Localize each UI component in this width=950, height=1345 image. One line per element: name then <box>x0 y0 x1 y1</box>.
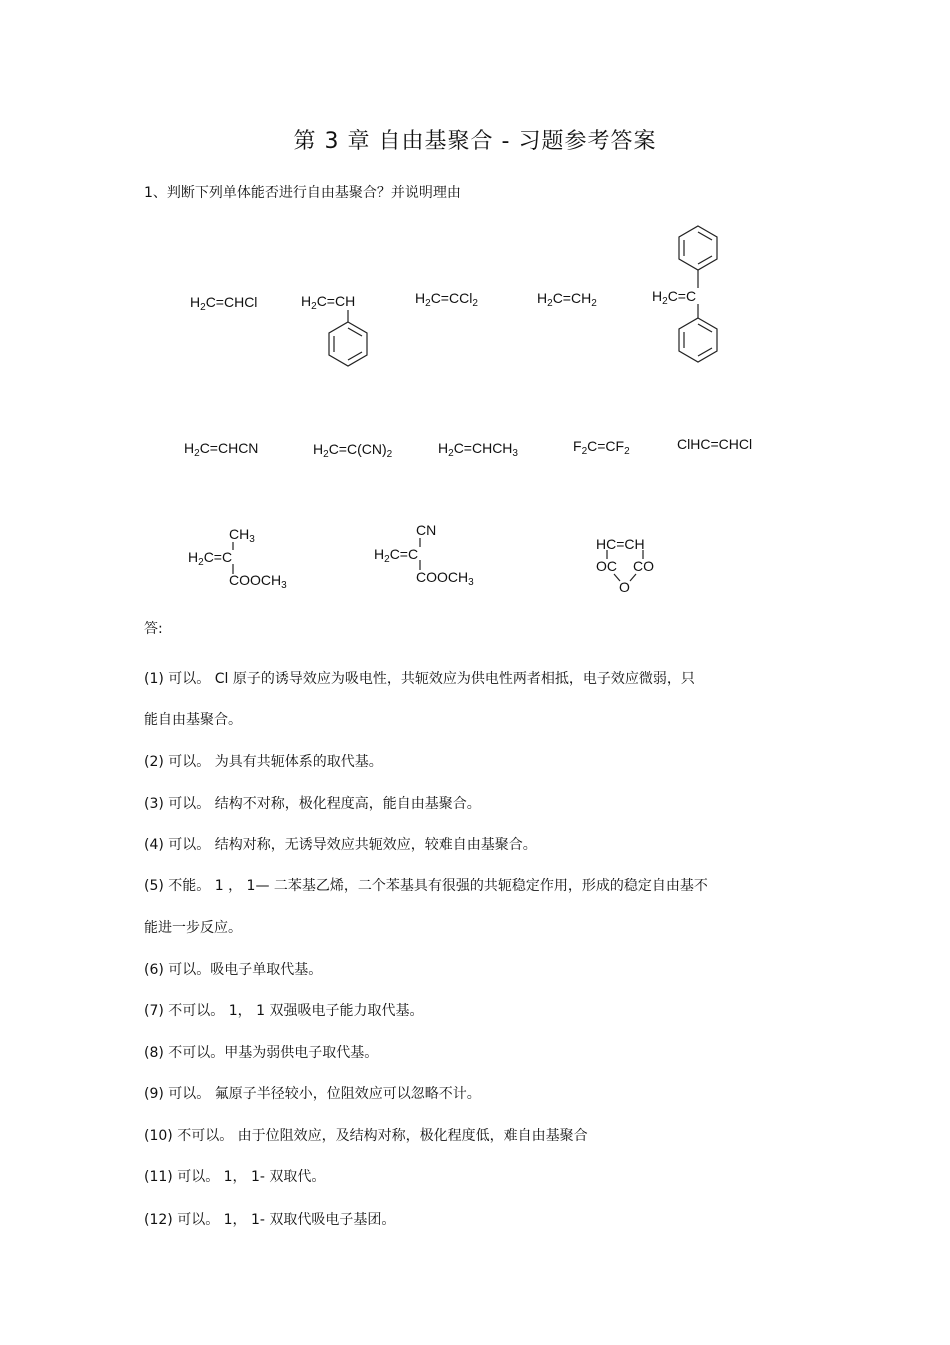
monomer-styrene: $H_2C=CH$ <box>301 293 356 312</box>
monomer-ethylene: $H_2C=CH_2$ <box>537 290 597 309</box>
monomer-vinylidene-cyanide: $H_2C=C(CN)_2$ <box>313 441 393 460</box>
benzene-ring-top-icon <box>676 224 726 290</box>
answer-line: (12) 可以。 1， 1- 双取代吸电子基团。 <box>144 1212 396 1228</box>
answer-label: 答: <box>144 621 163 637</box>
page-title: 第 3 章 自由基聚合 - 习题参考答案 <box>293 129 657 154</box>
answer-line: (4) 可以。 结构对称，无诱导效应共轭效应，较难自由基聚合。 <box>144 837 537 853</box>
answer-line: (11) 可以。 1， 1- 双取代。 <box>144 1169 326 1185</box>
question-1: 1、判断下列单体能否进行自由基聚合？并说明理由 <box>144 185 461 201</box>
cyanoacrylate-bonds <box>418 538 422 574</box>
monomer-diphenylethylene: $H_2C=C$ <box>652 288 697 307</box>
monomer-mma-mid: $H_2C=C$ <box>188 549 233 568</box>
benzene-ring-bottom-icon <box>676 304 726 370</box>
monomer-vinyl-chloride: $H_2C=CHCl$ <box>190 294 258 313</box>
monomer-acrylonitrile: $H_2C=CHCN$ <box>184 440 259 459</box>
monomer-dichloroethylene: ClHC=CHCl <box>677 436 753 452</box>
answer-line: (10) 不可以。 由于位阻效应，及结构对称，极化程度低，难自由基聚合 <box>144 1128 588 1144</box>
monomer-vinylidene-chloride: $H_2C=CCl_2$ <box>415 290 478 309</box>
maleic-anhydride-bonds <box>600 550 660 586</box>
monomer-mma-bot: $COOCH_3$ <box>229 572 287 591</box>
monomer-cyanoacrylate-bot: $COOCH_3$ <box>416 569 474 588</box>
answer-line: (1) 可以。 Cl 原子的诱导效应为吸电性，共轭效应为供电性两者相抵，电子效应微弱，只 <box>144 671 695 687</box>
monomer-mma-top: $CH_3$ <box>229 526 255 545</box>
answer-line: (8) 不可以。甲基为弱供电子取代基。 <box>144 1045 379 1061</box>
benzene-ring-icon <box>325 310 375 370</box>
monomer-propylene: $H_2C=CHCH_3$ <box>438 440 518 459</box>
monomer-maleic-top: HC=CH <box>596 536 645 552</box>
monomer-maleic-left: OC <box>596 558 617 574</box>
answer-line: (5) 不能。 1 ， 1— 二苯基乙烯，二个苯基具有很强的共轭稳定作用，形成的稳定自由基不 <box>144 878 708 894</box>
answer-line: 能自由基聚合。 <box>144 712 242 728</box>
answer-line: (9) 可以。 氟原子半径较小，位阻效应可以忽略不计。 <box>144 1086 481 1102</box>
answer-line: (3) 可以。 结构不对称，极化程度高，能自由基聚合。 <box>144 796 481 812</box>
monomer-cyanoacrylate-top: CN <box>416 522 437 538</box>
answer-line: (2) 可以。 为具有共轭体系的取代基。 <box>144 754 383 770</box>
answer-line: (7) 不可以。 1， 1 双强吸电子能力取代基。 <box>144 1003 424 1019</box>
monomer-maleic-right: CO <box>633 558 654 574</box>
monomer-cyanoacrylate-mid: $H_2C=C$ <box>374 546 419 565</box>
mma-bonds <box>231 542 235 578</box>
answer-line: (6) 可以。吸电子单取代基。 <box>144 962 323 978</box>
monomer-maleic-bot: O <box>619 579 630 595</box>
monomer-tetrafluoroethylene: $F_2C=CF_2$ <box>573 438 630 457</box>
answer-line: 能进一步反应。 <box>144 920 242 936</box>
